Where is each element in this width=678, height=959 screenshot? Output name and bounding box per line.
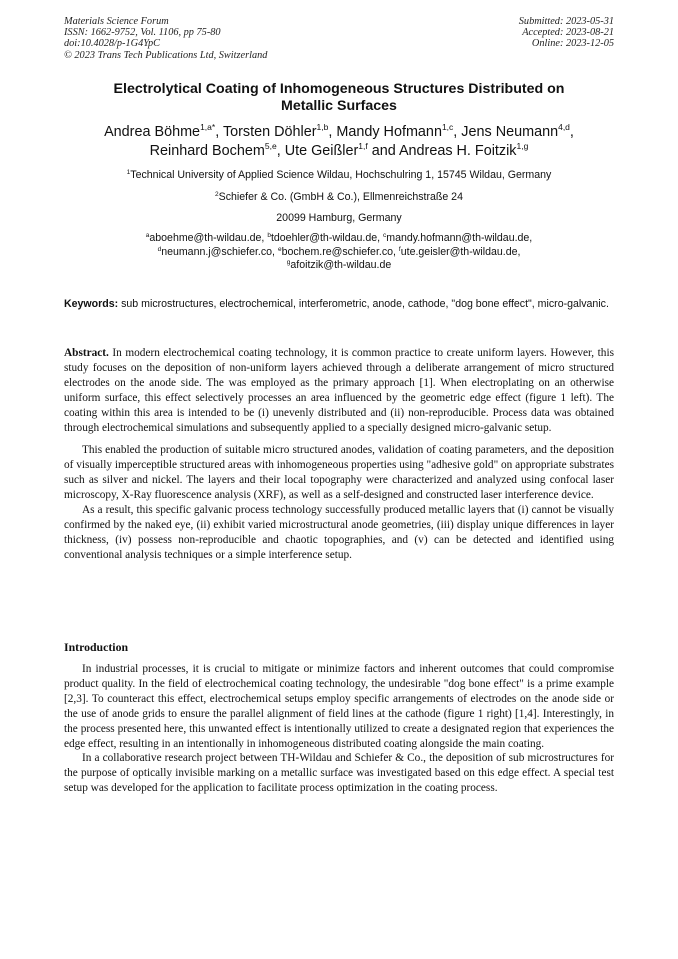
email-marker: b <box>267 232 271 239</box>
author-separator: and <box>367 142 399 159</box>
author-separator: , <box>276 142 285 159</box>
abstract-label: Abstract. <box>64 347 109 359</box>
author-list <box>40 123 638 160</box>
email-marker: c <box>383 232 387 239</box>
author-name: Jens Neumann <box>461 124 559 140</box>
submitted-date: Submitted: 2023-05-31 <box>518 16 614 27</box>
author-separator: , <box>453 124 462 140</box>
email-marker: d <box>157 245 162 253</box>
author-affiliation-marker: 4,d <box>558 122 570 132</box>
author-affiliation-marker: 1,a* <box>200 122 216 132</box>
affiliation-1 <box>40 169 638 182</box>
copyright: © 2023 Trans Tech Publications Ltd, Switzerland <box>64 49 268 61</box>
email-marker: g <box>286 259 291 267</box>
author-separator: , <box>215 124 223 140</box>
keywords <box>64 297 616 311</box>
section-heading-introduction: Introduction <box>64 640 129 654</box>
email-address[interactable]: afoitzik@th-wildau.de <box>290 259 392 272</box>
title-line-1: Electrolytical Coating of Inhomogeneous Structures Distributed on <box>113 81 565 97</box>
affiliation-2-city <box>40 212 638 225</box>
affiliation-marker: 2 <box>215 191 219 198</box>
affiliation-text: Technical University of Applied Science Wildau, Hochschulring 1, 15745 Wildau, Germany <box>130 169 552 181</box>
author-name: Andreas H. Foitzik <box>398 142 517 159</box>
introduction <box>64 662 614 796</box>
author-name: Ute Geißler <box>284 142 359 159</box>
email-address[interactable]: mandy.hofmann@th-wildau.de, <box>386 232 533 244</box>
author-name: Reinhard Bochem <box>149 142 265 159</box>
abstract-paragraph-3: As a result, this specific galvanic process technology successfully produced metallic layers that (i) cannot be visually confirmed by the naked eye, (ii) exhibit varied microstructural anode geometries, (iii) display unique differences in layer thickness, (iv) possess non-reproducible and chaotic topographies, and (v) can be detected and identified using conventional analysis techniques or a simple interference setup. <box>64 504 614 561</box>
title-line-2: Metallic Surfaces <box>281 98 397 114</box>
keywords-label: Keywords: <box>64 298 119 310</box>
email-address[interactable]: ute.geisler@th-wildau.de, <box>400 245 521 258</box>
abstract-text: In modern electrochemical coating technology, it is common practice to create uniform layers. However, this study focuses on the deposition of non-uniform layers achieved through a deliberate arrangement of micro structured electrodes on the anode side. The was employed as the primary approach [1]. When electroplating on an otherwise uniform surface, this effect selectively processes an area influenced by the geometric edge effect (figure 1 left). The coating within this area is intended to be (i) unevenly distributed and (ii) non-reproducible. Process data was obtained through electrochemical simulations and subsequently applied to a specially designed micro-galvanic setup. <box>64 347 614 434</box>
email-address[interactable]: neumann.j@schiefer.co, <box>161 245 278 258</box>
author-affiliation-marker: 1,c <box>441 122 454 132</box>
publication-dates <box>519 16 614 50</box>
doi: doi:10.4028/p-1G4YpC <box>64 38 161 50</box>
affiliation-text: Schiefer & Co. (GmbH & Co.), Ellmenreichstraße 24 <box>218 191 463 203</box>
author-affiliation-marker: 1,b <box>316 122 329 132</box>
online-date: Online: 2023-12-05 <box>531 38 614 50</box>
issn-volume: ISSN: 1662-9752, Vol. 1106, pp 75-80 <box>64 27 221 39</box>
introduction-paragraph-1: In industrial processes, it is crucial to mitigate or minimize factors and inherent outcomes that could compromise product quality. In the field of electrochemical coating technology, the undesirable "dog bone effect" is a prime example [2,3]. To counteract this effect, electrochemical setups employ specific arrangements of electrodes on the anode side or the use of anode grids to ensure the parallel alignment of field lines at the cathode (figure 1 right) [1,4]. Interestingly, in the process presented here, this unwanted effect is intentionally utilized to create a designated region that experiences the edge effect, resulting in an intentionally in inhomogeneous distributed coating alongside the main coating. <box>64 663 614 750</box>
keywords-text: sub microstructures, electrochemical, interferometric, anode, cathode, "dog bone effect", micro-galvanic. <box>118 298 609 310</box>
author-affiliation-marker: 1,f <box>358 140 368 151</box>
abstract <box>64 346 614 563</box>
author-separator: , <box>569 124 574 140</box>
abstract-paragraph-1 <box>64 346 614 435</box>
email-address[interactable]: tdoehler@th-wildau.de, <box>270 232 383 244</box>
abstract-paragraph-2: This enabled the production of suitable micro structured anodes, validation of coating parameters, and the deposition of visually imperceptible structured areas with inhomogeneous properties using "adhesive gold" on appropriate substrates such as silver and nickel. The layers and their local topography were characterized and analyzed using confocal laser microscopy, X-Ray fluorescence analysis (XRF), as well as a self-designed and constructed laser interference device. <box>64 444 614 502</box>
paper-title <box>60 81 618 115</box>
accepted-date: Accepted: 2023-08-21 <box>522 27 614 39</box>
email-marker: f <box>398 245 401 253</box>
email-address[interactable]: aboehme@th-wildau.de, <box>149 232 268 244</box>
email-address[interactable]: bochem.re@schiefer.co, <box>281 245 399 258</box>
email-marker: e <box>277 245 282 253</box>
journal-info <box>64 16 267 61</box>
author-name: Torsten Döhler <box>222 124 317 140</box>
author-separator: , <box>328 124 337 140</box>
affiliation-2 <box>40 191 638 204</box>
journal-name: Materials Science Forum <box>64 16 169 27</box>
affiliation-text: 20099 Hamburg, Germany <box>276 212 402 224</box>
introduction-paragraph-2: In a collaborative research project between TH-Wildau and Schiefer & Co., the deposition of sub microstructures for the purpose of optically invisible marking on a metallic surface was investigated based on this edge effect. A special test setup was developed for the application to facilitate process optimization in the coating process. <box>64 752 614 795</box>
author-affiliation-marker: 1,g <box>516 140 529 151</box>
email-marker: a <box>145 232 150 239</box>
author-affiliation-marker: 5,e <box>264 140 277 151</box>
affiliation-marker: 1 <box>126 169 131 176</box>
author-name: Andrea Böhme <box>104 124 201 140</box>
author-emails <box>40 232 638 273</box>
author-name: Mandy Hofmann <box>336 124 442 140</box>
